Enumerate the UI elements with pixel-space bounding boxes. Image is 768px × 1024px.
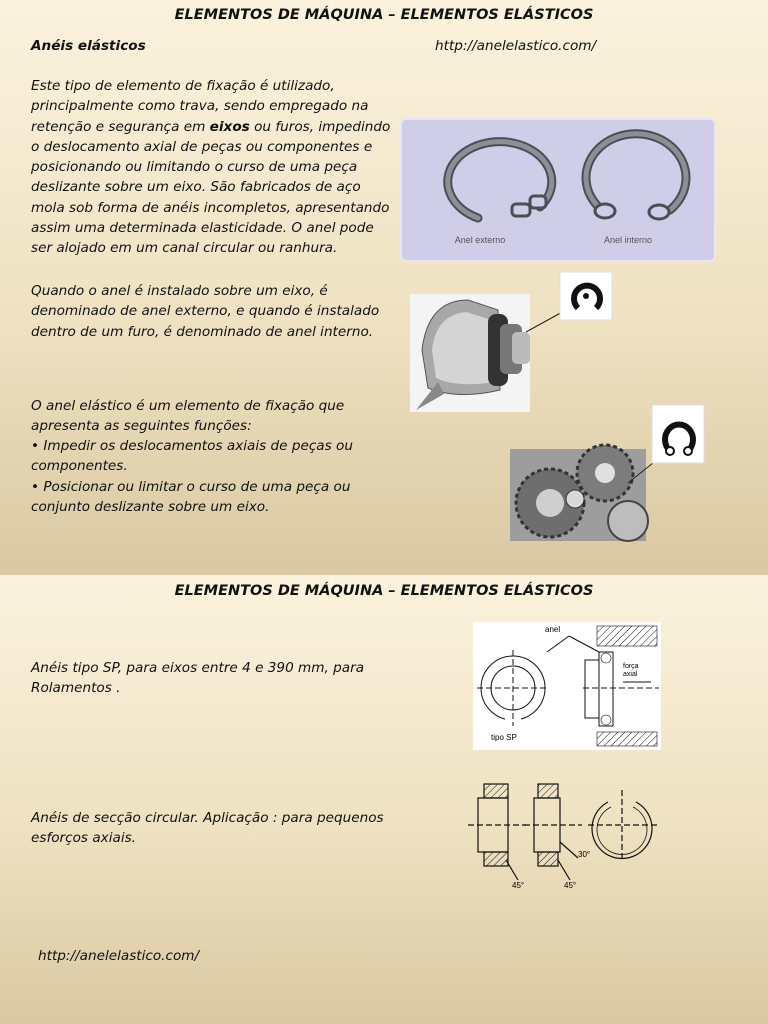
- intro-text-bold: eixos: [209, 118, 250, 135]
- label-forca: força: [623, 663, 639, 670]
- label-angle-45-a: 45°: [512, 881, 525, 890]
- intro-text-start: Este tipo de elemento de fixação é utilizado, principalmente como trava, sendo empregado na retenção e segurança em: [31, 78, 369, 135]
- label-angle-45-b: 45°: [564, 881, 577, 890]
- slide-1-title: ELEMENTOS DE MÁQUINA – ELEMENTOS ELÁSTICOS: [174, 7, 594, 23]
- section-subtitle: Anéis elásticos: [31, 38, 146, 54]
- functions-intro: O anel elástico é um elemento de fixação que apresenta as seguintes funções:: [31, 398, 345, 435]
- slide-2-title: ELEMENTOS DE MÁQUINA – ELEMENTOS ELÁSTICOS: [174, 583, 594, 599]
- function-bullet-1: • Impedir os deslocamentos axiais de peças ou componentes.: [31, 438, 353, 475]
- label-axial: axial: [623, 671, 638, 678]
- function-bullet-2: • Posicionar ou limitar o curso de uma peça ou conjunto deslizante sobre um eixo.: [31, 479, 351, 516]
- shaft-ring-photo: [408, 270, 618, 415]
- label-tipo-sp: tipo SP: [491, 733, 517, 742]
- intro-text-end: ou furos, impedindo o deslocamento axial de peças ou componentes e posicionando ou limitando o curso de uma peça deslizante sobre um eixo. São fabricados de aço mola sob forma de anéis incompletos, apresentando assim uma determinada elasticidade. O anel pode ser alojado em um canal circular ou ranhura.: [31, 118, 391, 257]
- label-angle-30: 30°: [578, 850, 591, 859]
- circular-ring-text: Anéis de secção circular. Aplicação : para pequenos esforços axiais.: [31, 810, 384, 847]
- intro-paragraph: [31, 76, 393, 259]
- rings-image: [400, 118, 716, 262]
- circular-ring-diagram: [466, 780, 666, 892]
- sp-ring-diagram: [473, 622, 661, 750]
- ring-types-paragraph: Quando o anel é instalado sobre um eixo, é denominado de anel externo, e quando é instalado dentro de um furo, é denominado de anel interno.: [31, 283, 380, 340]
- sp-ring-text: Anéis tipo SP, para eixos entre 4 e 390 mm, para Rolamentos .: [31, 660, 365, 697]
- label-external-ring: Anel externo: [454, 235, 506, 245]
- label-internal-ring: Anel interno: [603, 235, 653, 245]
- slide-2: [0, 575, 768, 1024]
- slide-2-source-url[interactable]: http://anelelastico.com/: [38, 948, 200, 964]
- source-url[interactable]: http://anelelastico.com/: [435, 38, 597, 54]
- label-anel: anel: [545, 625, 561, 634]
- gears-photo: [510, 403, 706, 543]
